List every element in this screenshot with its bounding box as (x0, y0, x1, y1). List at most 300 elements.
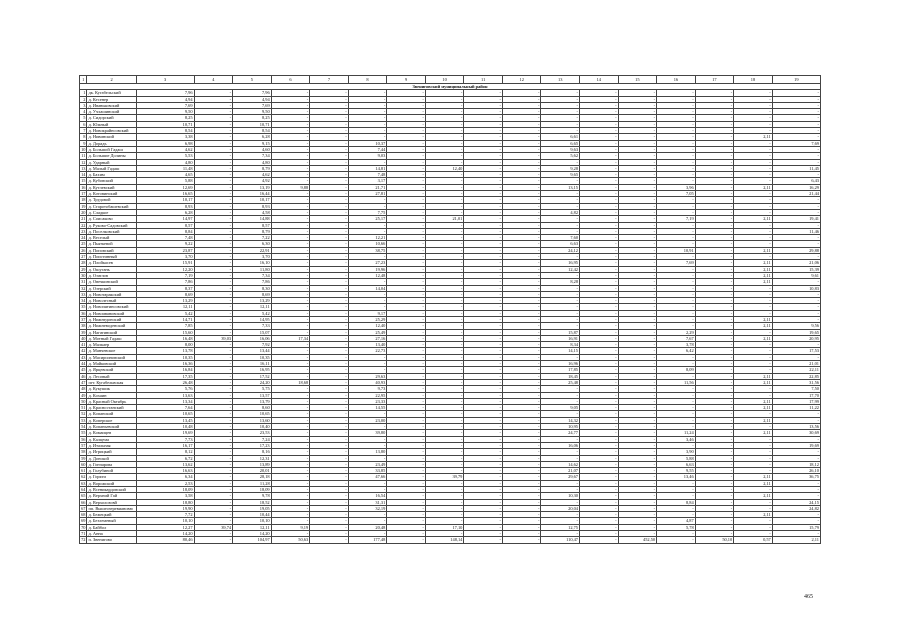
table-cell: - (541, 436, 580, 442)
column-header: 13 (541, 76, 580, 84)
table-cell: - (618, 222, 657, 228)
table-cell: - (580, 109, 619, 115)
table-cell: - (502, 235, 541, 241)
table-cell: - (618, 379, 657, 385)
table-cell: 4,92 (233, 178, 272, 184)
table-cell: - (580, 480, 619, 486)
table-cell: 2,11 (734, 430, 773, 436)
table-cell: 39,03 (194, 335, 233, 341)
settlement-name-cell: д. Нагатинский (87, 329, 136, 335)
table-cell: - (310, 424, 349, 430)
table-cell: - (387, 417, 426, 423)
table-cell: - (695, 165, 734, 171)
table-cell: - (618, 398, 657, 404)
table-cell: 26,48 (136, 379, 194, 385)
table-cell: 2,11 (734, 373, 773, 379)
table-cell: - (580, 153, 619, 159)
table-cell: - (618, 442, 657, 448)
column-header: 1 (80, 76, 87, 84)
table-cell: - (618, 499, 657, 505)
table-cell: - (541, 121, 580, 127)
table-cell: - (425, 310, 464, 316)
table-cell: - (464, 216, 503, 222)
table-cell: 58 (81, 449, 86, 455)
table-cell: - (271, 272, 310, 278)
settlement-name-cell: д. Нивинский (87, 134, 136, 140)
table-cell: 12,31 (233, 455, 272, 461)
table-cell: - (310, 436, 349, 442)
table-cell: 13,56 (772, 424, 820, 430)
table-cell: 31,31 (348, 499, 387, 505)
table-cell: - (271, 134, 310, 140)
table-cell: - (310, 379, 349, 385)
table-cell: 13,57 (233, 392, 272, 398)
settlement-name-cell: д. Трудовой (87, 197, 136, 203)
table-cell: 51 (81, 405, 86, 411)
table-cell: - (464, 518, 503, 524)
table-cell: 2,11 (734, 335, 773, 341)
table-cell: - (271, 373, 310, 379)
table-cell: - (580, 96, 619, 102)
table-cell: - (657, 279, 696, 285)
table-cell: 18,52 (233, 499, 272, 505)
table-cell: - (541, 285, 580, 291)
table-cell: - (657, 222, 696, 228)
table-cell: - (464, 323, 503, 329)
table-cell: 19 (81, 203, 86, 209)
table-cell: 10,65 (136, 411, 194, 417)
table-cell: 29,88 (772, 247, 820, 253)
table-cell: 10,71 (233, 121, 272, 127)
table-cell: - (502, 159, 541, 165)
table-cell: - (657, 310, 696, 316)
table-cell: - (657, 272, 696, 278)
table-cell: - (657, 146, 696, 152)
table-cell: - (734, 524, 773, 530)
settlement-name-cell: д. Ошугань (87, 266, 136, 272)
settlement-name-cell: д. Новолесный (87, 298, 136, 304)
table-cell: - (502, 216, 541, 222)
table-cell: - (425, 361, 464, 367)
table-cell: 3,38 (136, 134, 194, 140)
table-cell: - (425, 411, 464, 417)
table-cell: - (580, 361, 619, 367)
table-cell: - (464, 455, 503, 461)
table-cell: - (695, 531, 734, 537)
table-cell: - (657, 398, 696, 404)
table-cell: - (425, 493, 464, 499)
table-cell: 18 (81, 197, 86, 203)
table-cell: - (387, 379, 426, 385)
table-cell: - (194, 417, 233, 423)
table-cell: - (464, 134, 503, 140)
table-cell: - (194, 247, 233, 253)
table-cell: 23,87 (136, 247, 194, 253)
table-cell: - (772, 518, 820, 524)
table-cell: - (425, 235, 464, 241)
settlement-name-cell: д. Сладкое (87, 209, 136, 215)
table-cell: - (387, 310, 426, 316)
table-cell: - (772, 121, 820, 127)
table-cell: 64 (81, 487, 86, 492)
table-cell: - (695, 159, 734, 165)
table-cell: - (618, 109, 657, 115)
table-cell: - (580, 474, 619, 480)
table-cell: - (348, 298, 387, 304)
table-cell: 21,07 (541, 468, 580, 474)
table-cell: 29,63 (348, 373, 387, 379)
table-cell: - (387, 209, 426, 215)
table-cell: - (271, 146, 310, 152)
table-cell: - (271, 512, 310, 518)
table-cell: - (618, 128, 657, 134)
table-cell: - (734, 468, 773, 474)
table-cell: 57 (81, 442, 86, 448)
table-cell: - (194, 480, 233, 486)
table-cell: - (348, 203, 387, 209)
table-cell: 9,55 (657, 468, 696, 474)
table-cell: - (772, 342, 820, 348)
table-cell: 14,62 (541, 461, 580, 467)
table-cell: 9,56 (772, 323, 820, 329)
table-cell: - (734, 96, 773, 102)
table-cell: - (541, 272, 580, 278)
table-cell: - (271, 531, 310, 537)
table-cell: - (580, 505, 619, 511)
table-cell: 23 (81, 228, 86, 234)
table-cell: 9,22 (136, 241, 194, 247)
table-cell: - (271, 140, 310, 146)
table-cell: - (502, 165, 541, 171)
table-cell: - (695, 392, 734, 398)
table-cell: - (425, 172, 464, 178)
table-cell: 13,40 (348, 342, 387, 348)
table-cell: - (310, 102, 349, 108)
column-header: 17 (695, 76, 734, 84)
table-cell: 15,39 (772, 266, 820, 272)
table-cell: - (695, 140, 734, 146)
table-cell: - (695, 222, 734, 228)
table-cell: 3,78 (657, 342, 696, 348)
table-cell: 16,96 (541, 361, 580, 367)
table-cell: - (310, 146, 349, 152)
table-cell: 2,11 (734, 398, 773, 404)
table-cell: - (194, 153, 233, 159)
table-cell: 7,69 (657, 260, 696, 266)
table-cell: - (502, 102, 541, 108)
table-cell: 16,06 (541, 442, 580, 448)
table-cell: - (271, 241, 310, 247)
table-cell: 7,96 (136, 90, 194, 96)
table-cell: - (541, 109, 580, 115)
table-cell: 17,35 (136, 373, 194, 379)
table-cell: - (271, 367, 310, 373)
table-cell: 9,65 (541, 172, 580, 178)
table-cell: - (310, 367, 349, 373)
table-cell: - (310, 518, 349, 524)
settlement-name-cell: д. Верхний Гай (87, 493, 136, 499)
table-cell: 14 (81, 172, 86, 178)
table-cell: 16,95 (233, 367, 272, 373)
table-cell: - (541, 480, 580, 486)
table-cell: 104,97 (233, 537, 272, 543)
table-cell: - (387, 134, 426, 140)
table-cell: - (618, 241, 657, 247)
table-cell: - (657, 323, 696, 329)
table-cell: 4,60 (233, 146, 272, 152)
table-cell: - (194, 505, 233, 511)
table-cell: - (772, 102, 820, 108)
table-cell: - (618, 468, 657, 474)
table-cell: - (271, 254, 310, 260)
table-cell: - (310, 90, 349, 96)
table-cell: - (194, 96, 233, 102)
table-cell: 65 (81, 493, 86, 499)
table-cell: - (425, 316, 464, 322)
table-cell: - (271, 417, 310, 423)
table-cell: - (271, 442, 310, 448)
table-cell: - (734, 348, 773, 354)
table-cell: 6,61 (541, 134, 580, 140)
table-cell: - (502, 172, 541, 178)
table-cell: - (541, 159, 580, 165)
settlement-name-cell: д. Копаньевский (87, 424, 136, 430)
table-cell: - (387, 505, 426, 511)
table-cell: - (271, 361, 310, 367)
table-cell: - (772, 159, 820, 165)
table-cell: 13,29 (136, 298, 194, 304)
table-cell: - (194, 461, 233, 467)
table-cell: - (541, 392, 580, 398)
table-cell: - (464, 449, 503, 455)
table-cell: - (271, 222, 310, 228)
table-cell: - (657, 115, 696, 121)
table-cell: - (464, 209, 503, 215)
table-cell: 16,91 (541, 335, 580, 341)
table-cell: - (772, 203, 820, 209)
table-cell: - (580, 436, 619, 442)
table-cell: 3,17 (348, 178, 387, 184)
table-cell: - (772, 354, 820, 360)
settlement-name-cell: д. Комаицев (87, 430, 136, 436)
table-cell: - (194, 178, 233, 184)
table-cell: 20,01 (233, 468, 272, 474)
table-cell: 63 (81, 480, 86, 486)
table-cell: - (387, 449, 426, 455)
table-cell: - (541, 304, 580, 310)
table-cell: 10,65 (233, 411, 272, 417)
table-cell: - (464, 531, 503, 537)
table-cell: - (310, 115, 349, 121)
table-cell: 16,17 (136, 442, 194, 448)
table-cell: 6,28 (136, 209, 194, 215)
table-cell: - (580, 335, 619, 341)
table-cell: - (695, 417, 734, 423)
table-cell: - (348, 109, 387, 115)
table-cell: 1 (80, 90, 87, 96)
table-cell: - (387, 235, 426, 241)
table-cell: 6,30 (233, 241, 272, 247)
table-cell: - (502, 499, 541, 505)
table-cell: 3 (80, 102, 87, 108)
table-cell: - (425, 436, 464, 442)
table-cell: 4,58 (233, 209, 272, 215)
table-cell: 3,70 (136, 254, 194, 260)
table-cell: - (618, 424, 657, 430)
table-cell: 16,44 (233, 191, 272, 197)
column-header: 7 (310, 76, 349, 84)
table-cell: - (194, 203, 233, 209)
table-cell: 27,81 (348, 191, 387, 197)
table-cell: - (425, 279, 464, 285)
table-cell: - (194, 499, 233, 505)
table-cell: 13 (81, 165, 86, 171)
table-cell: 8,25 (136, 115, 194, 121)
table-cell: - (387, 487, 426, 493)
table-cell: - (580, 468, 619, 474)
table-cell: 13,79 (233, 398, 272, 404)
table-cell: - (464, 417, 503, 423)
table-cell: - (580, 235, 619, 241)
table-cell: - (425, 348, 464, 354)
table-cell: 8,37 (136, 285, 194, 291)
table-cell: 7,67 (657, 335, 696, 341)
table-cell: 61 (81, 468, 86, 474)
table-cell: 16,95 (541, 260, 580, 266)
table-cell: 70 (81, 524, 86, 530)
table-cell: 16,63 (136, 468, 194, 474)
table-cell: - (464, 405, 503, 411)
table-cell: - (464, 361, 503, 367)
settlement-name-cell: д. Большие Долины (87, 153, 136, 159)
table-cell: - (502, 298, 541, 304)
table-cell: - (541, 222, 580, 228)
table-cell: - (271, 461, 310, 467)
table-cell: - (618, 405, 657, 411)
table-cell: - (194, 361, 233, 367)
table-cell: 8,54 (233, 128, 272, 134)
table-cell: 11,24 (657, 430, 696, 436)
table-cell: - (464, 222, 503, 228)
data-table (79, 75, 821, 544)
table-cell: - (695, 361, 734, 367)
table-cell: - (425, 140, 464, 146)
table-cell: - (657, 165, 696, 171)
table-cell: - (425, 241, 464, 247)
table-cell: 18,09 (136, 487, 194, 493)
table-cell: - (734, 165, 773, 171)
table-cell: - (387, 493, 426, 499)
table-cell: - (580, 499, 619, 505)
column-header: 6 (271, 76, 310, 84)
table-cell: - (271, 298, 310, 304)
table-cell: - (271, 505, 310, 511)
table-cell: - (194, 115, 233, 121)
table-cell: 48 (81, 386, 86, 392)
table-cell: 148,14 (425, 537, 464, 543)
table-cell: - (464, 505, 503, 511)
table-cell: 23,00 (348, 417, 387, 423)
table-cell: - (310, 348, 349, 354)
settlement-name-cell: д. Новокрайнсовский (87, 128, 136, 134)
table-cell: - (310, 266, 349, 272)
table-cell: - (502, 96, 541, 102)
table-cell: - (464, 241, 503, 247)
table-cell: 36,75 (772, 474, 820, 480)
table-cell: 19,96 (348, 266, 387, 272)
table-cell: 5,42 (233, 310, 272, 316)
table-cell: - (580, 90, 619, 96)
table-cell: - (618, 146, 657, 152)
table-cell: 20 (81, 209, 86, 215)
table-cell: - (387, 159, 426, 165)
table-cell: - (734, 304, 773, 310)
table-cell: - (580, 228, 619, 234)
settlement-name-cell: д. Дорадь (87, 140, 136, 146)
table-cell: 12,11 (233, 524, 272, 530)
table-cell: - (734, 461, 773, 467)
table-cell: - (271, 436, 310, 442)
table-cell: 69 (81, 518, 86, 524)
table-cell: - (194, 424, 233, 430)
table-cell: - (618, 323, 657, 329)
table-cell: - (772, 153, 820, 159)
table-cell: - (425, 285, 464, 291)
table-cell: - (194, 398, 233, 404)
table-cell: - (464, 373, 503, 379)
table-cell: - (502, 430, 541, 436)
table-cell: - (387, 537, 426, 543)
table-cell: - (310, 191, 349, 197)
table-cell: - (464, 285, 503, 291)
table-cell: - (695, 524, 734, 530)
table-cell: - (194, 121, 233, 127)
table-cell: - (348, 518, 387, 524)
table-cell: 3,90 (657, 449, 696, 455)
table-cell: - (464, 367, 503, 373)
table-cell: 7,75 (348, 209, 387, 215)
table-cell: 22,11 (772, 367, 820, 373)
table-cell: 7,19 (657, 216, 696, 222)
table-cell: - (464, 379, 503, 385)
table-cell: - (387, 342, 426, 348)
table-cell: 32,19 (348, 505, 387, 511)
table-cell: 42 (81, 348, 86, 354)
table-cell: 8,84 (657, 499, 696, 505)
table-cell: - (657, 285, 696, 291)
table-cell: - (425, 247, 464, 253)
table-cell: - (425, 134, 464, 140)
settlement-name-cell: д. Новопятинсовский (87, 304, 136, 310)
table-cell: 16,11 (233, 361, 272, 367)
table-cell: - (271, 216, 310, 222)
table-cell: - (348, 411, 387, 417)
table-cell: - (310, 121, 349, 127)
table-cell: - (734, 228, 773, 234)
table-cell: - (580, 442, 619, 448)
table-cell: - (502, 191, 541, 197)
table-cell: 9,19 (271, 524, 310, 530)
table-cell: - (387, 436, 426, 442)
table-cell: - (387, 335, 426, 341)
table-cell: - (464, 480, 503, 486)
table-cell: - (310, 203, 349, 209)
table-cell: 23,53 (233, 430, 272, 436)
table-cell: 7,22 (233, 235, 272, 241)
settlement-name-cell: д. Новотаракский (87, 291, 136, 297)
table-cell: - (464, 392, 503, 398)
settlement-name-cell: д. Масирсиновский (87, 354, 136, 360)
